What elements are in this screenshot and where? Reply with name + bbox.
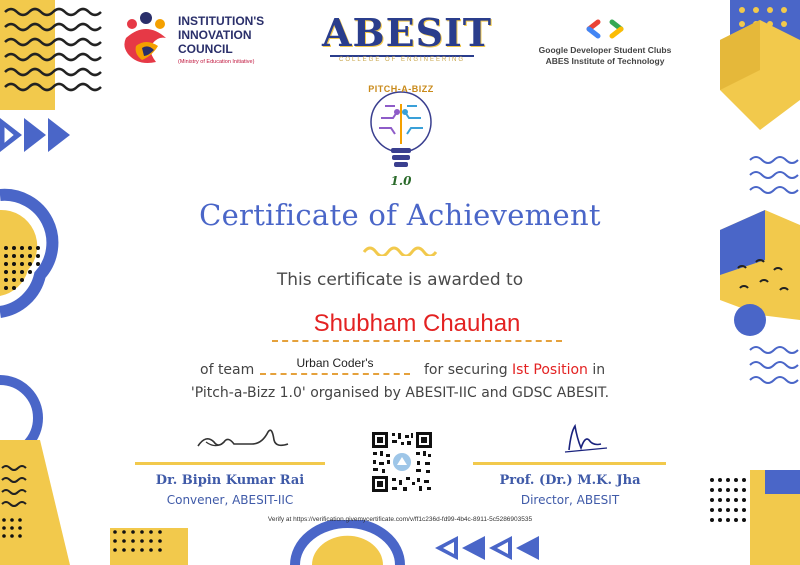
abesit-title: ABESIT — [322, 10, 493, 55]
signatory-2-name: Prof. (Dr.) M.K. Jha — [499, 473, 641, 488]
iic-name-line1: INSTITUTION'S — [178, 14, 265, 28]
abesit-logo — [322, 10, 493, 68]
position-line — [424, 362, 605, 378]
team-prefix: of team — [200, 362, 255, 378]
awarded-text: This certificate is awarded to — [276, 270, 524, 290]
event-line: 'Pitch-a-Bizz 1.0' organised by ABESIT-IIC and GDSC ABESIT. — [190, 385, 610, 401]
gdsc-brackets-icon — [585, 18, 625, 40]
signature-right — [555, 418, 615, 458]
team-underline — [260, 373, 410, 375]
recipient-name: Shubham Chauhan — [313, 310, 521, 337]
signatory-1-role: Convener, ABESIT-IIC — [166, 493, 294, 507]
verify-text[interactable]: Verify at https://verification.givemycertificate.com/v/ff1c236d-fd99-4b4c-8911-5c5286903535 — [267, 516, 533, 523]
iic-name-line3: COUNCIL — [178, 42, 233, 56]
signature-line-right — [473, 462, 666, 465]
iic-name-line2: INNOVATION — [178, 28, 252, 42]
signatory-2-role: Director, ABESIT — [520, 493, 620, 507]
signature-line-left — [135, 462, 325, 465]
qr-code-icon — [370, 430, 434, 494]
recipient-underline — [272, 340, 562, 342]
title-underline-wave — [362, 244, 438, 256]
pitch-a-bizz-version: 1.0 — [390, 174, 412, 188]
qr-code[interactable] — [370, 430, 434, 494]
abesit-subtitle: COLLEGE OF ENGINEERING — [338, 57, 466, 63]
position-text: Ist Position — [512, 362, 588, 378]
signature-left — [192, 420, 292, 456]
iic-emblem-icon — [118, 10, 174, 70]
bottom-decoration — [100, 520, 680, 565]
certificate-title: Certificate of Achievement — [199, 198, 601, 232]
team-name: Urban Coder's — [296, 356, 374, 370]
signatory-1-name: Dr. Bipin Kumar Rai — [155, 473, 305, 488]
iic-subtitle: (Ministry of Education Initiative) — [178, 59, 255, 65]
gdsc-line1: Google Developer Student Clubs — [538, 45, 672, 55]
gdsc-logo — [530, 18, 680, 70]
position-suffix: in — [592, 362, 606, 378]
pitch-a-bizz-logo — [365, 82, 437, 190]
gdsc-line2: ABES Institute of Technology — [545, 56, 665, 66]
iic-logo — [118, 6, 283, 74]
pitch-a-bizz-text: PITCH-A-BIZZ — [368, 84, 434, 94]
securing-text: for securing — [424, 362, 508, 378]
